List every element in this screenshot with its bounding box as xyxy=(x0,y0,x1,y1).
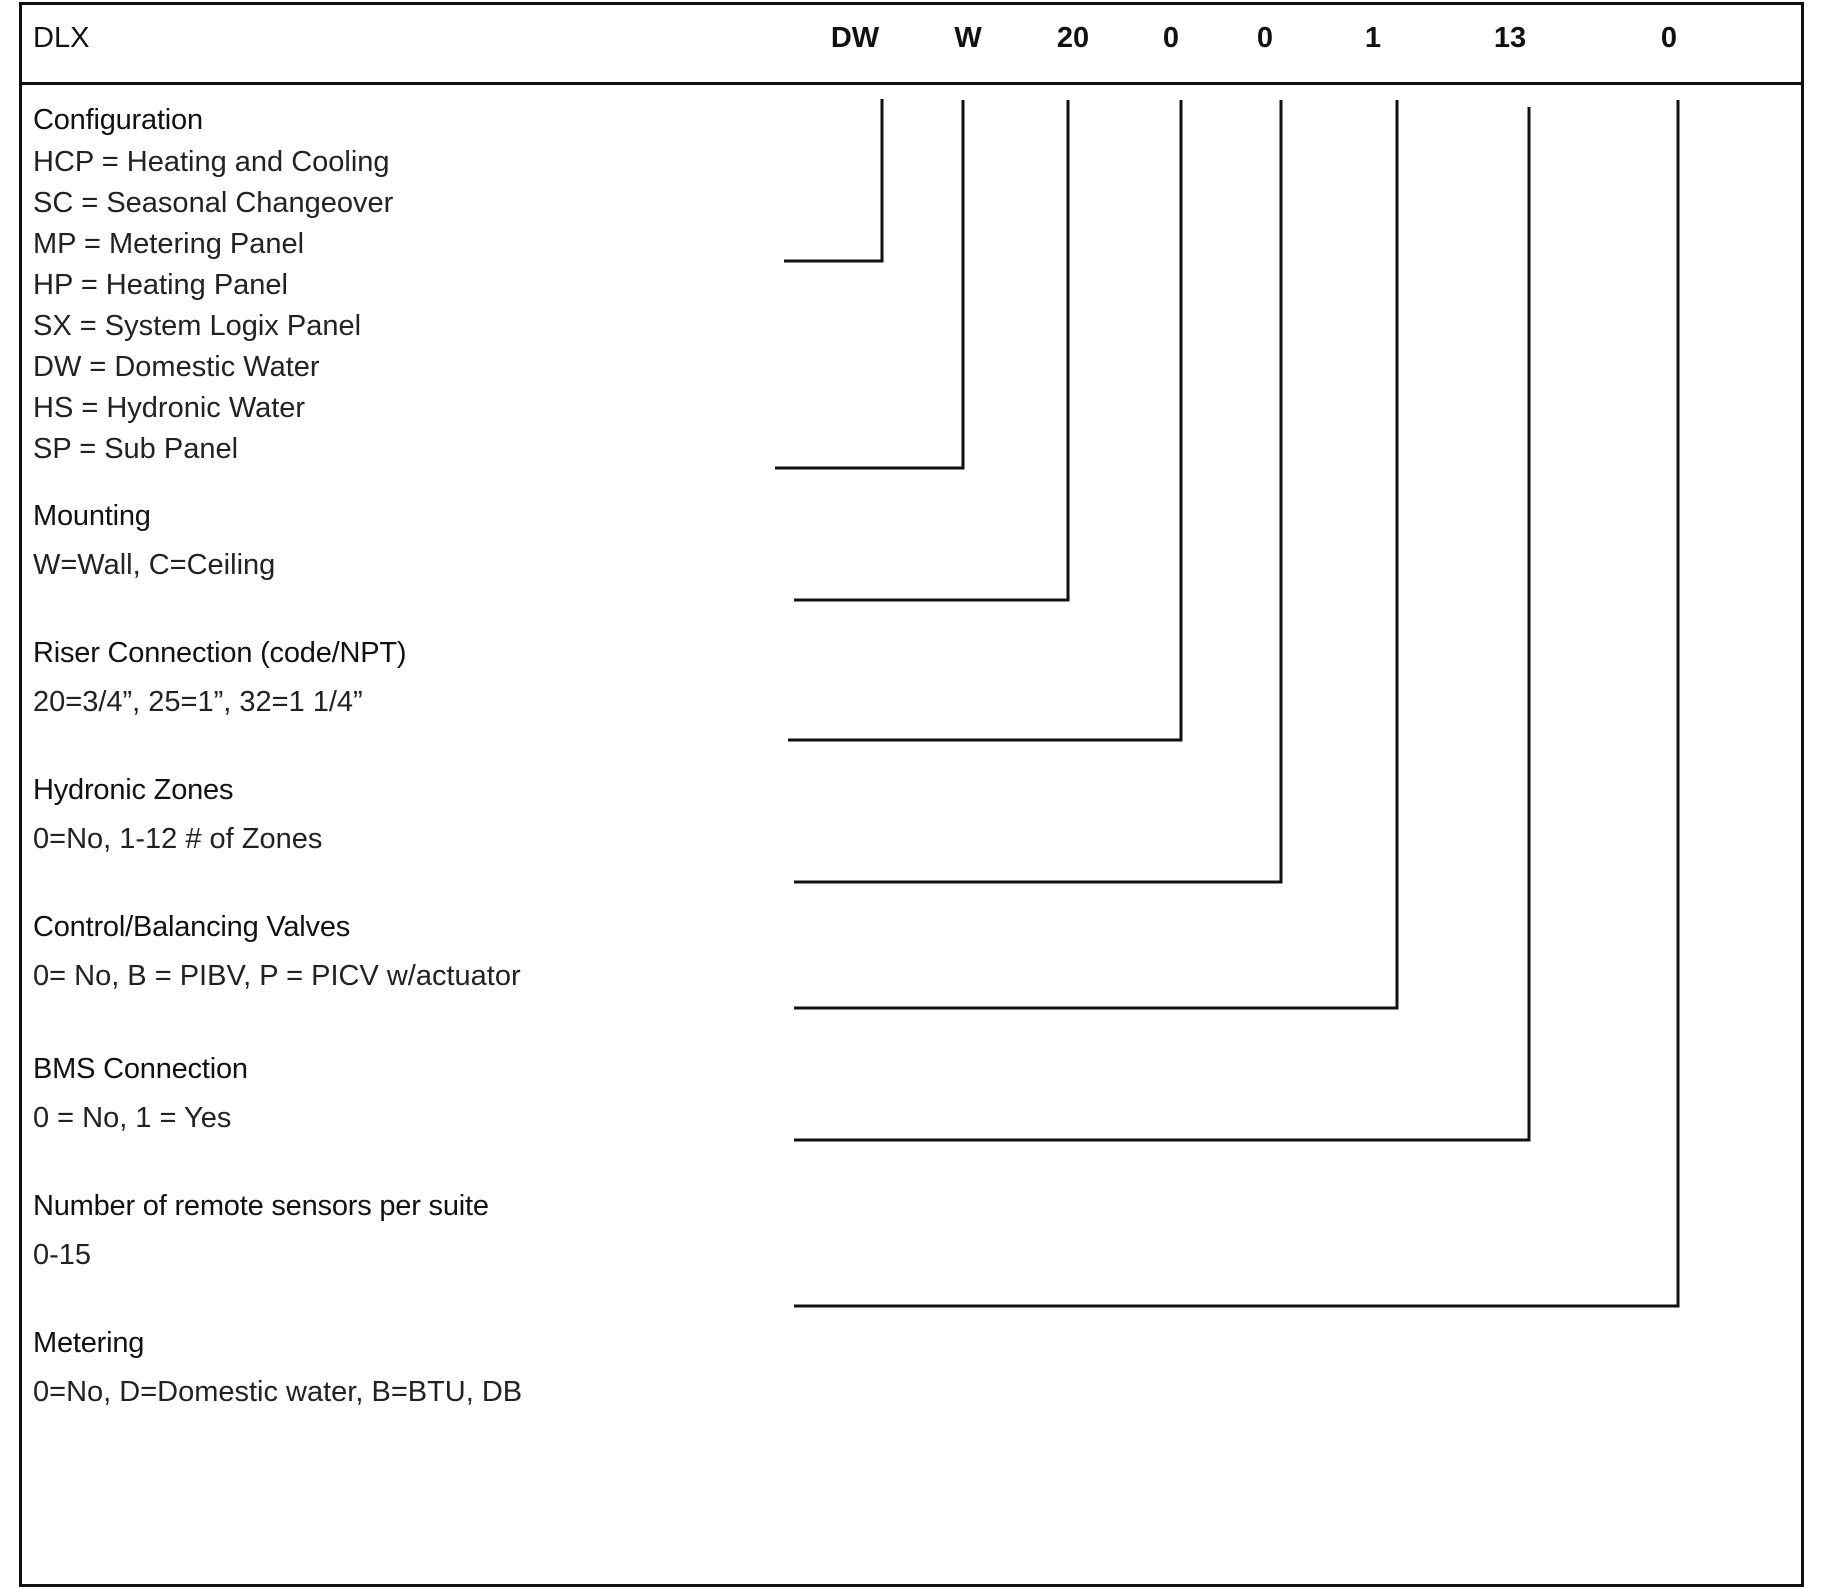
code-configuration: DW xyxy=(830,22,880,54)
list-item: HS = Hydronic Water xyxy=(33,392,306,424)
connector-configuration xyxy=(784,99,882,261)
section-desc: 0=No, 1-12 # of Zones xyxy=(33,823,323,855)
code-sensors: 13 xyxy=(1493,22,1527,54)
list-item: SC = Seasonal Changeover xyxy=(33,187,394,219)
section-title: Hydronic Zones xyxy=(33,774,234,806)
section-title: Control/Balancing Valves xyxy=(33,911,351,943)
section-title: BMS Connection xyxy=(33,1053,248,1085)
section-desc: W=Wall, C=Ceiling xyxy=(33,549,276,581)
connector-zones xyxy=(788,100,1181,740)
section-title: Metering xyxy=(33,1327,145,1359)
model-prefix: DLX xyxy=(33,22,90,54)
code-mounting: W xyxy=(954,22,982,54)
section-title: Riser Connection (code/NPT) xyxy=(33,637,407,669)
section-desc: 20=3/4”, 25=1”, 32=1 1/4” xyxy=(33,686,363,718)
code-bms: 1 xyxy=(1364,22,1382,54)
connector-valves xyxy=(794,100,1281,882)
code-metering: 0 xyxy=(1660,22,1678,54)
connector-sensors xyxy=(794,107,1529,1140)
list-item: MP = Metering Panel xyxy=(33,228,305,260)
code-zones: 0 xyxy=(1162,22,1180,54)
code-valves: 0 xyxy=(1256,22,1274,54)
list-item: HP = Heating Panel xyxy=(33,269,288,301)
section-title: Mounting xyxy=(33,500,151,532)
connector-metering xyxy=(794,100,1678,1306)
section-title: Configuration xyxy=(33,104,203,136)
list-item: HCP = Heating and Cooling xyxy=(33,146,390,178)
connector-bms xyxy=(794,100,1397,1008)
section-title: Number of remote sensors per suite xyxy=(33,1190,489,1222)
section-desc: 0-15 xyxy=(33,1239,92,1271)
section-desc: 0= No, B = PIBV, P = PICV w/actuator xyxy=(33,960,521,992)
connector-riser xyxy=(794,100,1068,600)
list-item: SP = Sub Panel xyxy=(33,433,239,465)
connector-mounting xyxy=(775,100,963,468)
list-item: SX = System Logix Panel xyxy=(33,310,362,342)
code-riser: 20 xyxy=(1056,22,1090,54)
section-desc: 0 = No, 1 = Yes xyxy=(33,1102,232,1134)
section-desc: 0=No, D=Domestic water, B=BTU, DB xyxy=(33,1376,523,1408)
list-item: DW = Domestic Water xyxy=(33,351,320,383)
